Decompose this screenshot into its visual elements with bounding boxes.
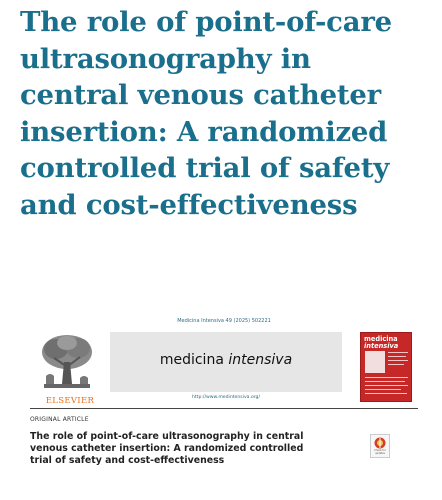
heading-line: insertion: A randomized [20,115,388,148]
article-title-line: venous catheter insertion: A randomized controlled [30,443,304,454]
crossmark-badge[interactable] [370,434,390,458]
cover-text-line [365,385,408,386]
journal-reference-text: Medicina Intensiva 49 (2025) 502221 [177,318,271,324]
article-title-line: The role of point-of-care ultrasonography in central [30,431,304,442]
cover-text-line [365,381,405,382]
journal-name-regular: medicina [159,352,229,368]
journal-name [110,352,342,368]
elsevier-logo [38,332,96,404]
heading-line: central venous catheter [20,79,381,111]
cover-title [364,336,410,350]
cover-text-line [388,364,404,365]
article-title-line: trial of safety and cost-effectiveness [30,455,225,466]
cover-text-line [388,360,408,361]
header-divider [30,408,418,409]
article-title [30,431,350,467]
elsevier-tree-icon [38,332,96,394]
section-label: ORIGINAL ARTICLE [30,416,89,423]
heading-line: controlled trial of safety [20,152,390,184]
journal-reference [30,318,418,324]
cover-text-line [388,356,406,357]
crossmark-caption: Check for updates [374,449,386,455]
heading-line: The role of point-of-care [20,6,392,38]
cover-text-line [365,389,401,390]
cover-image [365,351,385,373]
cover-text-line [365,377,408,378]
cover-text-line [388,352,408,353]
cover-title-line: medicina [364,335,398,343]
heading-line: ultrasonography in [20,42,311,75]
journal-name-italic: intensiva [228,352,293,368]
heading-line: and cost-effectiveness [20,188,358,221]
journal-homepage-link[interactable]: http://www.medintensiva.org/ [191,395,261,400]
article-first-page [30,310,418,500]
cover-title-line: intensiva [364,342,399,350]
crossmark-icon [371,436,389,450]
cover-text-line [365,393,407,394]
page-heading [20,4,430,223]
journal-banner [110,332,342,392]
elsevier-wordmark: ELSEVIER [45,396,95,406]
journal-cover [360,332,412,402]
